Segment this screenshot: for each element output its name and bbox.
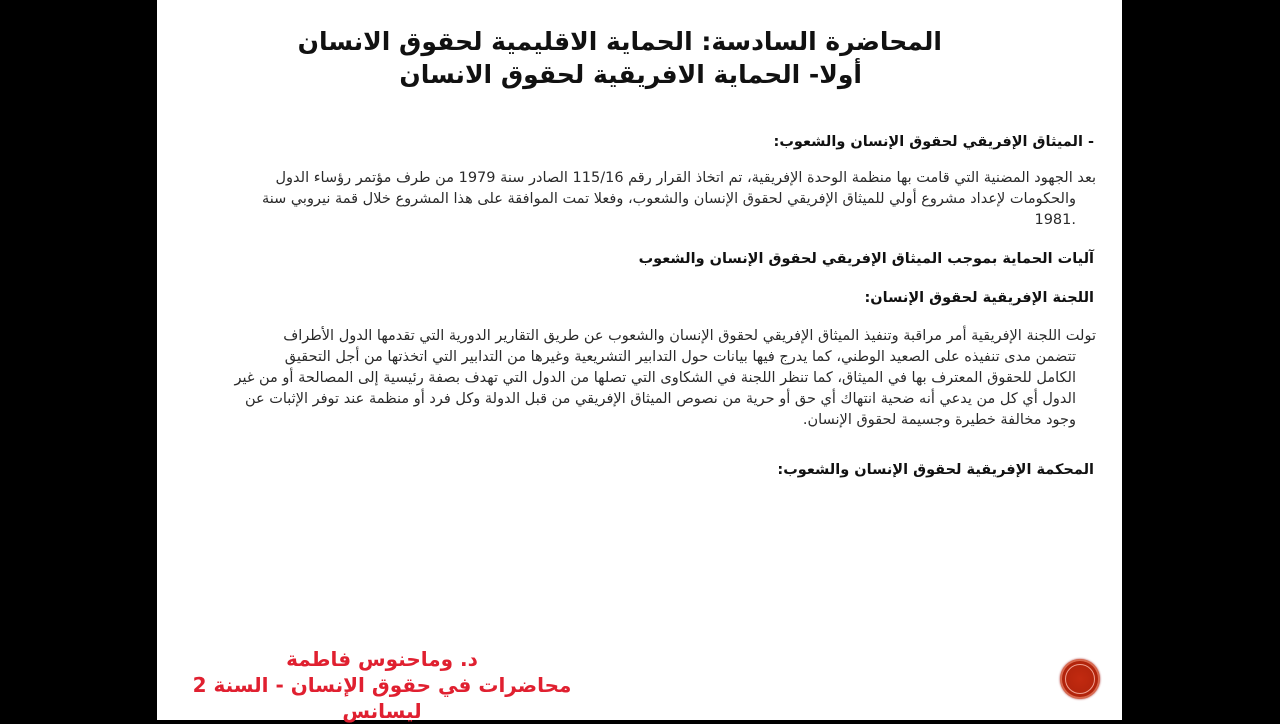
paragraph-line: بعد الجهود المضنية التي قامت بها منظمة الوحدة الإفريقية، تم اتخاذ القرار رقم 115/16 الصادر سنة 1979 من طرف مؤتمر رؤساء الدول bbox=[275, 170, 1096, 186]
paragraph-line: تولت اللجنة الإفريقية أمر مراقبة وتنفيذ الميثاق الإفريقي لحقوق الإنسان والشعوب عن طريق التقارير الدورية التي تقدمها الدول الأطراف bbox=[283, 328, 1096, 344]
section-heading-charter: - الميثاق الإفريقي لحقوق الإنسان والشعوب: bbox=[773, 134, 1094, 150]
title-line-2: أولا- الحماية الافريقية لحقوق الانسان bbox=[399, 60, 862, 89]
paragraph-charter bbox=[262, 168, 1096, 231]
paragraph-line: وجود مخالفة خطيرة وجسيمة لحقوق الإنسان. bbox=[802, 412, 1076, 428]
paragraph-commission bbox=[234, 326, 1096, 431]
paragraph-line: الكامل للحقوق المعترف بها في الميثاق، كما تنظر اللجنة في الشكاوى التي تصلها من الدول التي تهدف بصفة رئيسية إلى المصالحة أو من غير bbox=[234, 370, 1076, 386]
logo-icon bbox=[1060, 659, 1100, 699]
title-line-1: المحاضرة السادسة: الحماية الاقليمية لحقوق الانسان bbox=[297, 27, 942, 56]
footer-course: محاضرات في حقوق الإنسان - السنة 2 ليسانس bbox=[192, 673, 572, 723]
paragraph-line: .1981 bbox=[1034, 212, 1076, 228]
section-heading-commission: اللجنة الإفريقية لحقوق الإنسان: bbox=[864, 290, 1094, 306]
footer-author: د. وماحنوس فاطمة bbox=[286, 647, 478, 671]
paragraph-line: والحكومات لإعداد مشروع أولي للميثاق الإفريقي لحقوق الإنسان والشعوب، وفعلا تمت الموافقة على هذا المشروع خلال قمة نيروبي سنة bbox=[261, 191, 1076, 207]
slide bbox=[157, 0, 1122, 723]
paragraph-line: الدول أي كل من يدعي أنه ضحية انتهاك أي حق أو حرية من نصوص الميثاق الإفريقي من قبل الدولة وكل فرد أو منظمة عند توفر الإثبات عن bbox=[244, 391, 1076, 407]
section-heading-court: المحكمة الإفريقية لحقوق الإنسان والشعوب: bbox=[777, 462, 1094, 478]
paragraph-line: تتضمن مدى تنفيذه على الصعيد الوطني، كما يدرج فيها بيانات حول التدابير التشريعية وغيرها من التدابير التي اتخذتها من أجل التحقيق bbox=[284, 349, 1076, 365]
section-heading-mechanisms: آليات الحماية بموجب الميثاق الإفريقي لحقوق الإنسان والشعوب bbox=[638, 251, 1094, 267]
footer bbox=[157, 646, 607, 724]
